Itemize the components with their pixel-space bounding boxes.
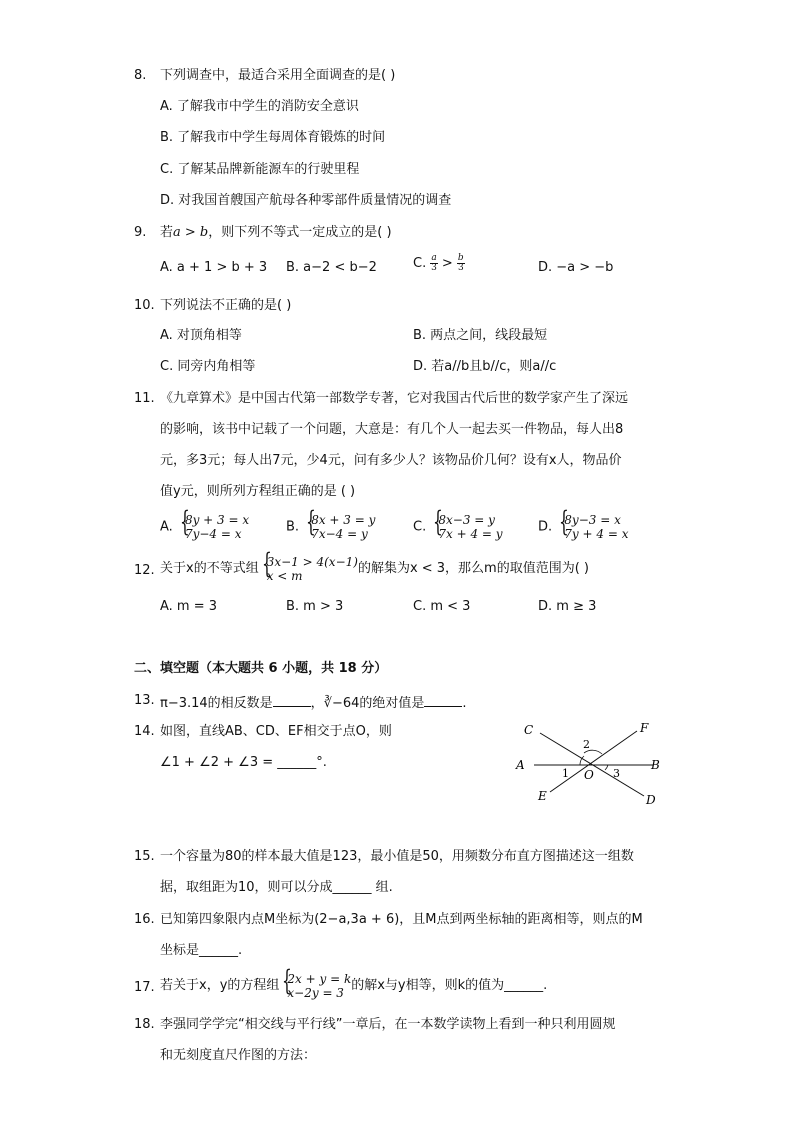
q14-line-2: ∠1 + ∠2 + ∠3 = ______°. bbox=[160, 755, 327, 770]
q11-line-4: 值y元，则所列方程组正确的是 ( ) bbox=[160, 484, 356, 499]
q11-option-b bbox=[286, 505, 376, 541]
equation-system bbox=[279, 963, 352, 1000]
q13-text-a: π−3.14的相反数是 bbox=[160, 696, 273, 711]
inequality-row: 3x−1 > 4(x−1) bbox=[266, 554, 358, 569]
q11-line-3: 元，多3元；每人出7元，少4元，问有多少人？该物品价几何？设有x人，物品价 bbox=[160, 453, 622, 468]
q9-fraction-b bbox=[457, 254, 465, 273]
q8-option-b: B. 了解我市中学生每周体育锻炼的时间 bbox=[160, 130, 386, 145]
q10-option-a: A. 对顶角相等 bbox=[160, 328, 242, 343]
q15-line-1: 一个容量为80的样本最大值是123，最小值是50，用频数分布直方图描述这一组数 bbox=[160, 849, 634, 864]
q10-option-d: D. 若a//b且b//c，则a//c bbox=[413, 359, 557, 374]
fraction-numerator: b bbox=[457, 253, 464, 263]
q12-number: 12. bbox=[134, 563, 155, 578]
q13-text-c: 的绝对值是 bbox=[359, 696, 425, 711]
q13-number: 13. bbox=[134, 693, 155, 708]
brace: { bbox=[261, 546, 272, 580]
q14-intersecting-lines-figure bbox=[510, 718, 670, 810]
brace: { bbox=[306, 505, 317, 538]
label-a: A bbox=[516, 758, 525, 772]
q12-stem bbox=[160, 546, 589, 584]
equation-system bbox=[177, 505, 250, 541]
fraction-numerator: a bbox=[431, 253, 437, 263]
q13-radical: ∛−64 bbox=[323, 696, 360, 711]
label-b: B bbox=[651, 758, 660, 772]
q18-number: 18. bbox=[134, 1017, 155, 1032]
q10-number: 10. bbox=[134, 298, 155, 313]
q9-option-c bbox=[413, 254, 465, 273]
q13-text-b: ， bbox=[310, 696, 324, 711]
q11-option-b-label: B. bbox=[286, 519, 300, 535]
q8-option-a: A. 了解我市中学生的消防安全意识 bbox=[160, 99, 359, 114]
q10-stem: 下列说法不正确的是( ) bbox=[160, 298, 292, 313]
q12-option-b: B. m > 3 bbox=[286, 599, 344, 614]
q9-option-b: B. a−2 < b−2 bbox=[286, 260, 377, 275]
q16-number: 16. bbox=[134, 912, 155, 927]
q17-number: 17. bbox=[134, 980, 155, 995]
label-c: C bbox=[524, 723, 534, 737]
q9-option-a: A. a + 1 > b + 3 bbox=[160, 260, 268, 275]
equation-row: x−2y = 3 bbox=[287, 985, 344, 1000]
q9-stem bbox=[160, 224, 392, 242]
q12-stem-post: 的解集为x < 3，那么m的取值范围为( ) bbox=[357, 561, 589, 576]
brace: { bbox=[282, 963, 293, 997]
equation-row: 8x−3 = y bbox=[438, 513, 495, 527]
label-angle-2: 2 bbox=[583, 738, 590, 751]
brace: { bbox=[179, 505, 190, 538]
q18-line-1: 李强同学学完“相交线与平行线”一章后，在一本数学读物上看到一种只利用圆规 bbox=[160, 1017, 616, 1032]
equation-system bbox=[556, 505, 629, 541]
equation-system bbox=[430, 505, 503, 541]
q9-number: 9. bbox=[134, 225, 147, 240]
q15-line-2: 据，取组距为10，则可以分成______ 组. bbox=[160, 880, 393, 895]
equation-row: 8y−3 = x bbox=[564, 513, 621, 527]
q11-option-a-label: A. bbox=[160, 519, 173, 535]
q17-stem-pre: 若关于x，y的方程组 bbox=[160, 978, 280, 993]
answer-blank bbox=[424, 692, 462, 707]
label-d: D bbox=[646, 793, 656, 807]
label-f: F bbox=[640, 721, 649, 735]
q15-number: 15. bbox=[134, 849, 155, 864]
section-heading-fill-in: 二、填空题（本大题共 6 小题，共 18 分） bbox=[134, 661, 388, 676]
q11-option-a bbox=[160, 505, 250, 541]
q9-option-c-operator: > bbox=[441, 256, 453, 271]
q8-stem: 下列调查中，最适合采用全面调查的是( ) bbox=[160, 68, 396, 83]
q16-line-2: 坐标是______. bbox=[160, 943, 243, 958]
q9-condition: a > b bbox=[173, 225, 209, 240]
equation-row: 7x + 4 = y bbox=[438, 527, 503, 541]
q11-line-1: 《九章算术》是中国古代第一部数学专著，它对我国古代后世的数学家产生了深远 bbox=[160, 391, 629, 406]
q11-option-d bbox=[538, 505, 629, 541]
q10-option-c: C. 同旁内角相等 bbox=[160, 359, 256, 374]
label-angle-1: 1 bbox=[562, 767, 569, 780]
q13-text-d: . bbox=[462, 696, 467, 711]
line-ef bbox=[550, 731, 637, 792]
q18-line-2: 和无刻度直尺作图的方法： bbox=[160, 1048, 317, 1063]
q11-line-2: 的影响，该书中记载了一个问题，大意是：有几个人一起去买一件物品，每人出8 bbox=[160, 422, 624, 437]
q12-option-c: C. m < 3 bbox=[413, 599, 471, 614]
brace: { bbox=[433, 505, 444, 538]
q14-line-1: 如图，直线AB、CD、EF相交于点O，则 bbox=[160, 724, 392, 739]
q11-option-c bbox=[413, 505, 503, 541]
fraction-denominator: 3 bbox=[457, 263, 464, 273]
equation-row: 7y + 4 = x bbox=[564, 527, 629, 541]
q10-option-b: B. 两点之间，线段最短 bbox=[413, 328, 548, 343]
q12-option-d: D. m ≥ 3 bbox=[538, 599, 597, 614]
answer-blank bbox=[273, 692, 311, 707]
q11-option-d-label: D. bbox=[538, 519, 553, 535]
q11-number: 11. bbox=[134, 391, 155, 406]
q17-stem-post: 的解x与y相等，则k的值为______. bbox=[351, 978, 548, 993]
q8-option-c: C. 了解某品牌新能源车的行驶里程 bbox=[160, 162, 360, 177]
q17-stem bbox=[160, 963, 548, 1001]
q9-option-c-label: C. bbox=[413, 256, 427, 271]
label-e: E bbox=[538, 789, 547, 803]
q8-number: 8. bbox=[134, 68, 147, 83]
equation-row: 8y + 3 = x bbox=[184, 513, 250, 527]
equation-row: 8x + 3 = y bbox=[311, 513, 376, 527]
q8-option-d: D. 对我国首艘国产航母各种零部件质量情况的调查 bbox=[160, 193, 452, 208]
q12-stem-pre: 关于x的不等式组 bbox=[160, 561, 259, 576]
q13-stem bbox=[160, 692, 467, 713]
q9-option-d: D. −a > −b bbox=[538, 260, 614, 275]
q16-line-1: 已知第四象限内点M坐标为(2−a,3a + 6)，且M点到两坐标轴的距离相等，则点的M bbox=[160, 912, 643, 927]
equation-row: 7y−4 = x bbox=[184, 527, 242, 541]
label-o: O bbox=[584, 768, 594, 782]
equation-row: 7x−4 = y bbox=[311, 527, 368, 541]
fraction-denominator: 3 bbox=[431, 263, 437, 273]
q9-fraction-a bbox=[430, 254, 437, 273]
q9-stem-post: ，则下列不等式一定成立的是( ) bbox=[208, 225, 392, 240]
label-angle-3: 3 bbox=[613, 767, 620, 780]
angle-3-arc bbox=[605, 765, 608, 770]
inequality-system bbox=[259, 546, 358, 583]
q11-option-c-label: C. bbox=[413, 519, 427, 535]
q9-stem-pre: 若 bbox=[160, 225, 174, 240]
inequality-row: x < m bbox=[266, 568, 303, 583]
q14-number: 14. bbox=[134, 724, 155, 739]
equation-system bbox=[303, 505, 376, 541]
brace: { bbox=[559, 505, 570, 538]
equation-row: 2x + y = k bbox=[287, 971, 352, 986]
q12-option-a: A. m = 3 bbox=[160, 599, 218, 614]
